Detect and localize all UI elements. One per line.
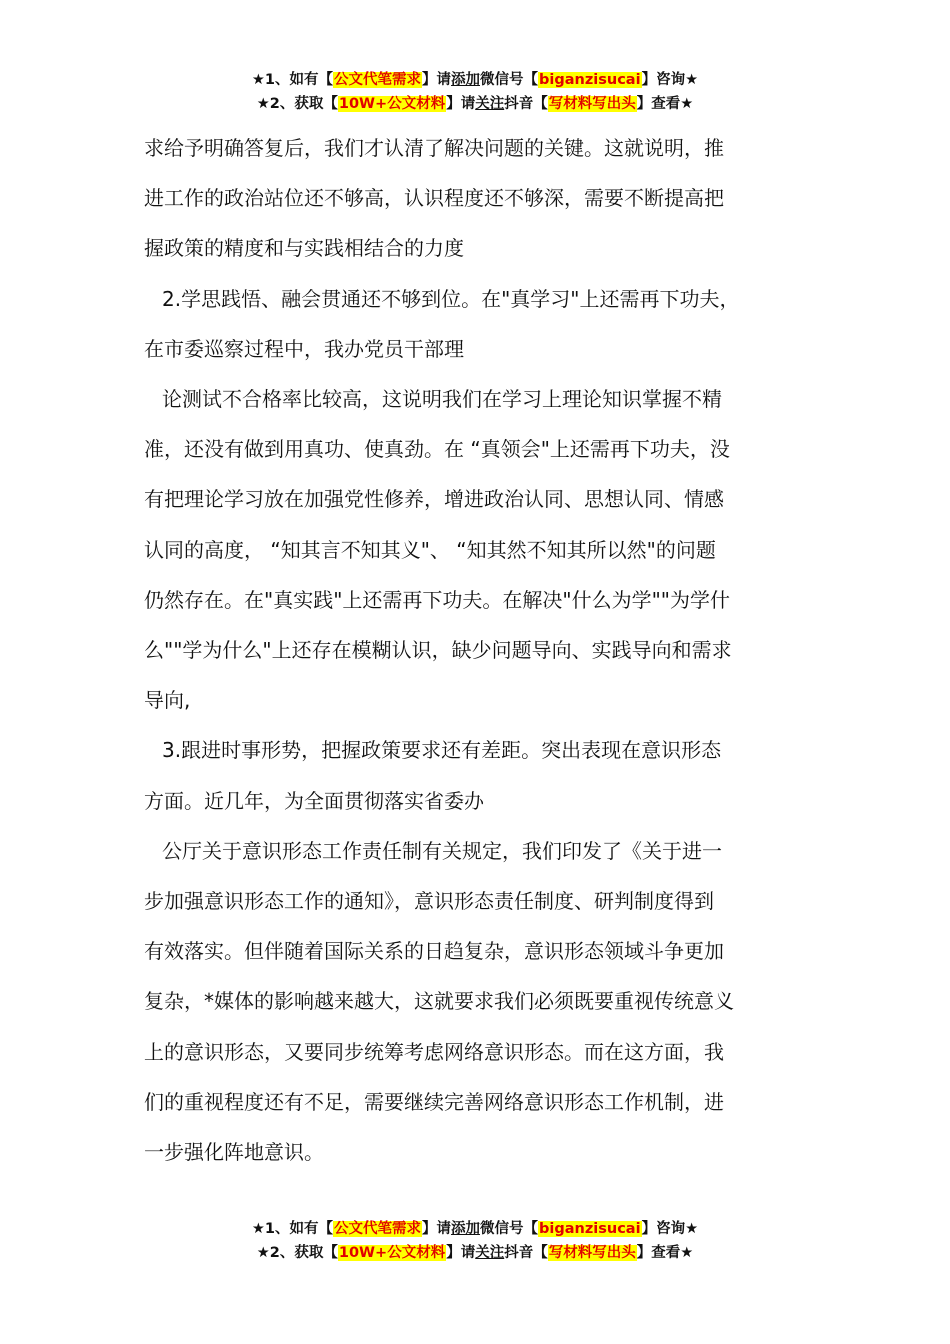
banner-highlight: 写材料写出头 [548,1245,636,1261]
body-line: 一步强化阵地意识。 [144,1140,324,1165]
footer-banner-line-2 [0,1241,950,1265]
banner-text: ★1、如有【 [251,1221,334,1237]
body-line: 们的重视程度还有不足，需要继续完善网络意识形态工作机制，进 [144,1089,724,1114]
header-banner [0,68,950,116]
banner-underlined-text: 添加 [451,72,481,88]
banner-text: 微信号【 [480,72,539,88]
body-line: 么""学为什么"上还存在模糊认识，缺少问题导向、实践导向和需求 [144,638,732,663]
banner-text: 】咨询★ [641,72,699,88]
body-line: 2.学思践悟、融会贯通还不够到位。在"真学习"上还需再下功夫， [162,286,740,311]
body-line: 3.跟进时事形势，把握政策要求还有差距。突出表现在意识形态 [162,738,722,763]
banner-highlight: biganzisucai [539,72,641,88]
banner-highlight: 公文代笔需求 [334,1221,422,1237]
banner-text: 】请 [446,96,476,112]
header-banner-line-2 [0,92,950,116]
header-banner-line-1 [0,68,950,92]
body-line: 步加强意识形态工作的通知》，意识形态责任制度、研判制度得到 [144,889,714,914]
banner-highlight: 写材料写出头 [548,96,636,112]
banner-text: 】查看★ [636,1245,694,1261]
banner-highlight: 10W+公文材料 [338,96,446,112]
body-line: 方面。近几年，为全面贯彻落实省委办 [144,788,484,813]
banner-text: ★2、获取【 [256,1245,338,1261]
footer-banner-line-1 [0,1217,950,1241]
body-line: 论测试不合格率比较高，这说明我们在学习上理论知识掌握不精 [162,387,722,412]
banner-text: ★2、获取【 [256,96,338,112]
banner-text: 】请 [446,1245,476,1261]
banner-text: ★1、如有【 [251,72,334,88]
body-line: 复杂，*媒体的影响越来越大，这就要求我们必须既要重视传统意义 [144,989,734,1014]
banner-highlight: biganzisucai [539,1221,641,1237]
banner-text: 抖音【 [504,1245,548,1261]
body-line: 在市委巡察过程中，我办党员干部理 [144,336,464,361]
footer-banner [0,1217,950,1265]
banner-text: 】请 [422,72,452,88]
body-line: 有效落实。但伴随着国际关系的日趋复杂，意识形态领域斗争更加 [144,939,724,964]
banner-text: 】请 [422,1221,452,1237]
banner-text: 】咨询★ [641,1221,699,1237]
banner-text: 抖音【 [504,96,548,112]
body-line: 有把理论学习放在加强党性修养，增进政治认同、思想认同、情感 [144,487,724,512]
banner-underlined-text: 关注 [475,96,505,112]
body-line: 仍然存在。在"真实践"上还需再下功夫。在解决"什么为学""为学什 [144,587,730,612]
body-line: 进工作的政治站位还不够高，认识程度还不够深，需要不断提高把 [144,186,724,211]
document-body [144,123,814,1177]
banner-underlined-text: 关注 [475,1245,505,1261]
banner-highlight: 公文代笔需求 [334,72,422,88]
banner-text: 微信号【 [480,1221,539,1237]
body-line: 握政策的精度和与实践相结合的力度 [144,236,464,261]
body-line: 上的意识形态，又要同步统筹考虑网络意识形态。而在这方面，我 [144,1039,724,1064]
banner-text: 】查看★ [636,96,694,112]
body-line: 求给予明确答复后，我们才认清了解决问题的关键。这就说明，推 [144,136,724,160]
body-line: 公厅关于意识形态工作责任制有关规定，我们印发了《关于进一 [162,838,722,863]
body-line: 准，还没有做到用真功、使真劲。在 “真领会"上还需再下功夫，没 [144,437,730,462]
banner-underlined-text: 添加 [451,1221,481,1237]
body-line: 导向, [144,688,191,713]
body-line: 认同的高度， “知其言不知其义"、 “知其然不知其所以然"的问题 [144,537,716,562]
banner-highlight: 10W+公文材料 [338,1245,446,1261]
